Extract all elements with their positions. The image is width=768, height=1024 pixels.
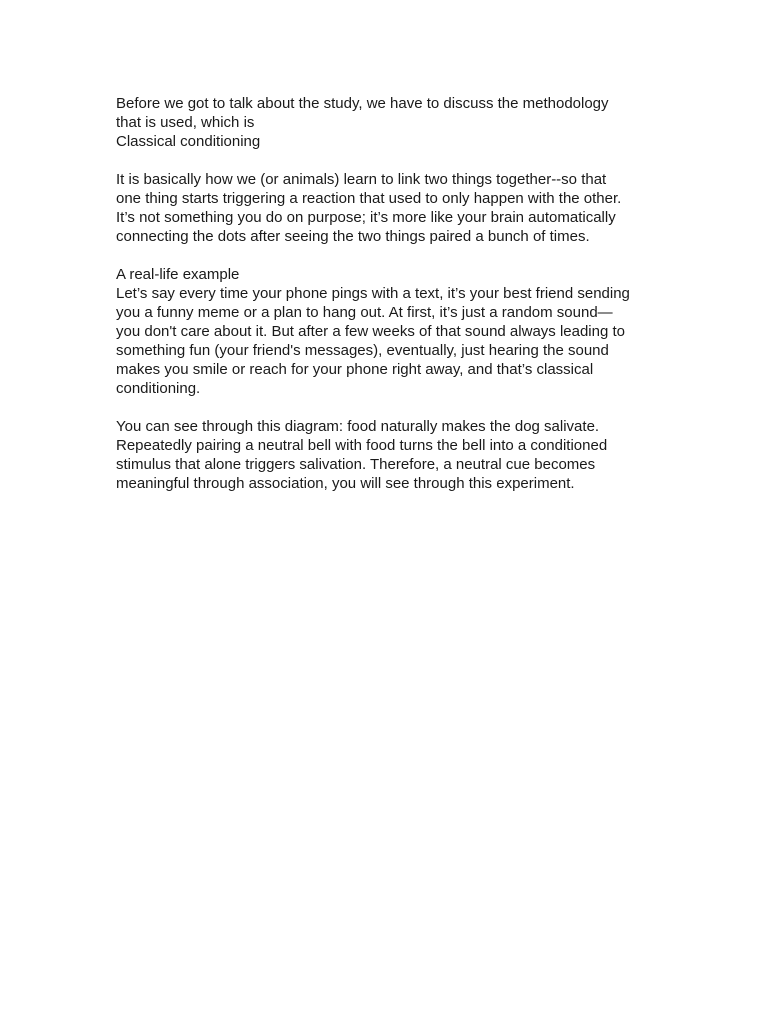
- example-line: conditioning.: [116, 380, 201, 397]
- intro-paragraph: [116, 94, 656, 151]
- example-line: makes you smile or reach for your phone right away, and that’s classical: [116, 361, 594, 378]
- paragraph-spacer: [116, 246, 656, 265]
- definition-line: It is basically how we (or animals) learn to link two things together--so that: [116, 171, 607, 188]
- diagram-note-line: meaningful through association, you will see through this experiment.: [116, 475, 575, 492]
- intro-line: Before we got to talk about the study, we have to discuss the methodology: [116, 95, 609, 112]
- definition-line: It’s not something you do on purpose; it’s more like your brain automatically: [116, 209, 616, 226]
- diagram-note-line: Repeatedly pairing a neutral bell with food turns the bell into a conditioned: [116, 437, 608, 454]
- document-body: [116, 94, 656, 493]
- example-paragraph: [116, 265, 656, 398]
- definition-paragraph: [116, 170, 656, 246]
- diagram-note-paragraph: [116, 417, 656, 493]
- classical-conditioning-heading: Classical conditioning: [116, 133, 261, 150]
- definition-line: connecting the dots after seeing the two things paired a bunch of times.: [116, 228, 590, 245]
- paragraph-spacer: [116, 151, 656, 170]
- definition-line: one thing starts triggering a reaction that used to only happen with the other.: [116, 190, 622, 207]
- diagram-note-line: You can see through this diagram: food naturally makes the dog salivate.: [116, 418, 600, 435]
- example-line: you don't care about it. But after a few weeks of that sound always leading to: [116, 323, 626, 340]
- example-line: Let’s say every time your phone pings with a text, it’s your best friend sending: [116, 285, 630, 302]
- example-line: you a funny meme or a plan to hang out. At first, it’s just a random sound—: [116, 304, 613, 321]
- diagram-note-line: stimulus that alone triggers salivation. Therefore, a neutral cue becomes: [116, 456, 596, 473]
- intro-line: that is used, which is: [116, 114, 255, 131]
- example-line: something fun (your friend's messages), eventually, just hearing the sound: [116, 342, 609, 359]
- paragraph-spacer: [116, 398, 656, 417]
- example-heading: A real-life example: [116, 266, 240, 283]
